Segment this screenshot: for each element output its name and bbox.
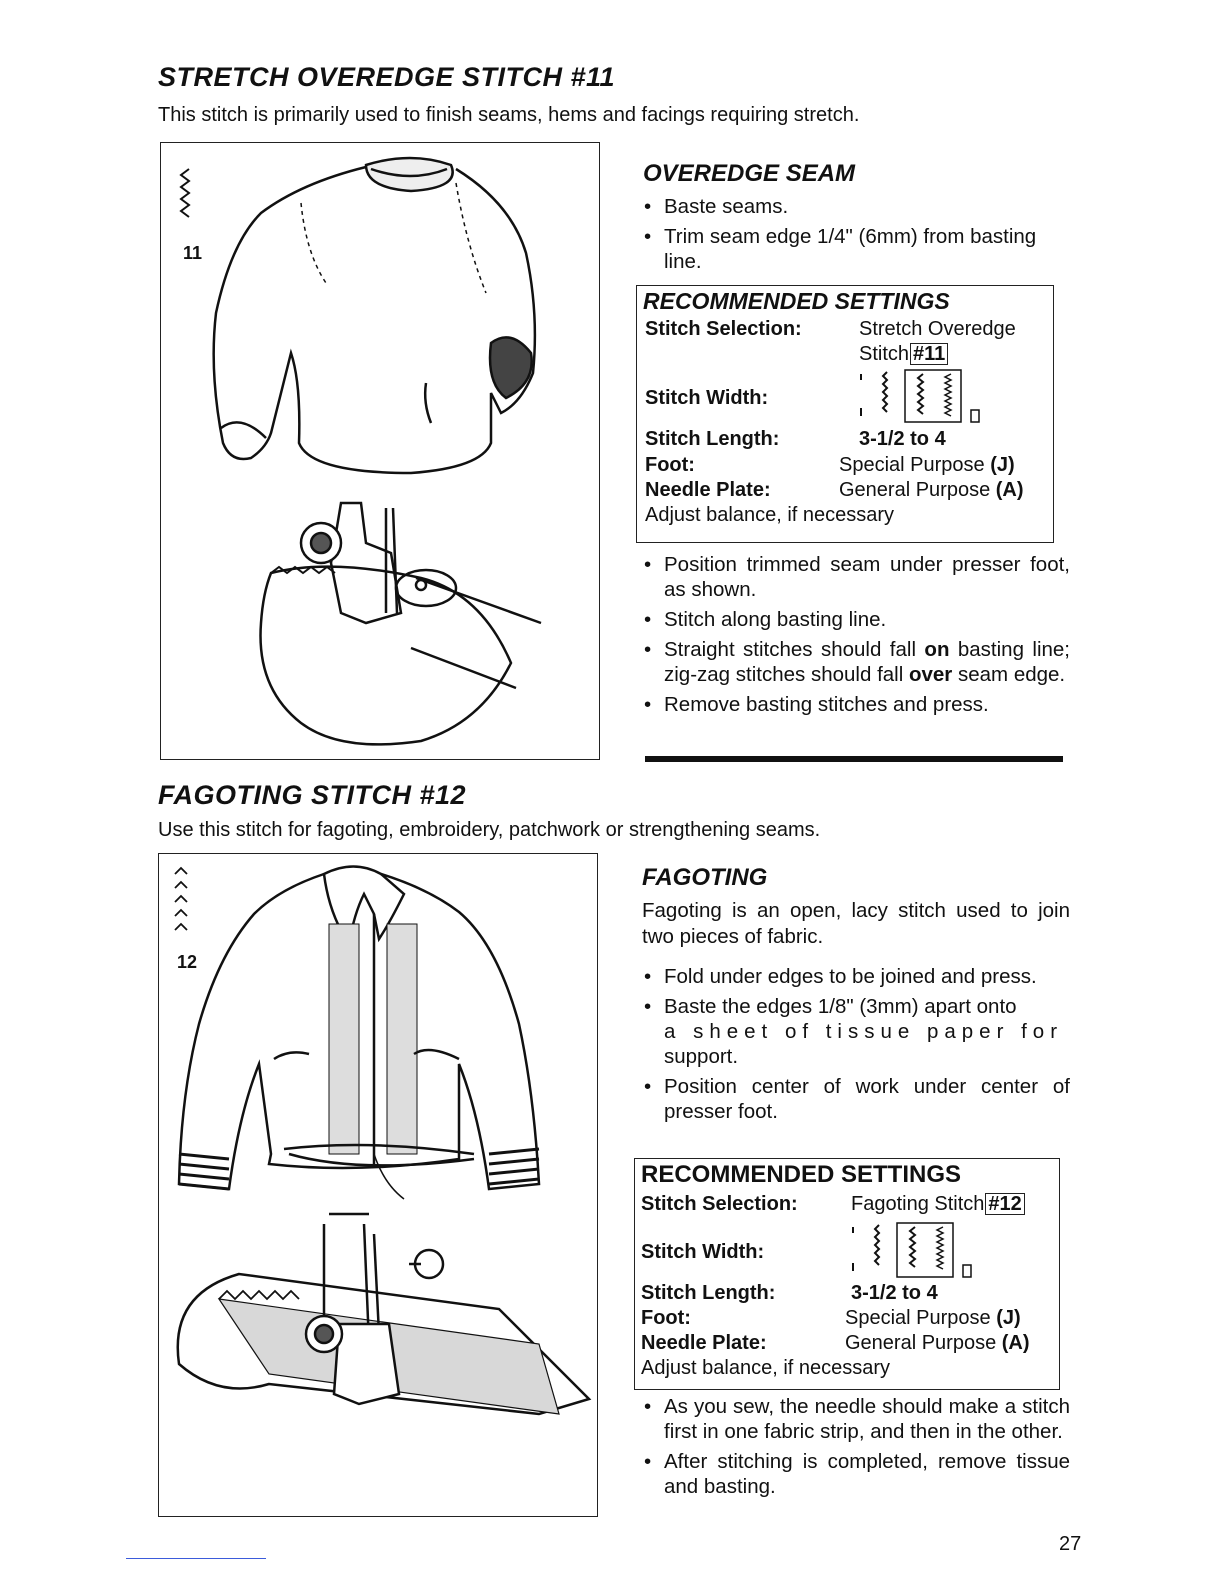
foot-code: (J) bbox=[990, 454, 1015, 476]
stitch-word: Stitch bbox=[859, 343, 910, 365]
fagoting-stitch-symbol-icon bbox=[175, 868, 187, 930]
stitch-selection-label: Stitch Selection: bbox=[645, 318, 802, 340]
plate-value-text: General Purpose bbox=[839, 479, 991, 501]
list-item: • Position center of work under center of presser foot. bbox=[640, 1074, 1070, 1124]
stitch-length-label: Stitch Length: bbox=[641, 1282, 776, 1304]
overedge-recommended-settings bbox=[636, 285, 1054, 543]
fagoting-recommended-settings bbox=[634, 1158, 1060, 1390]
fagoting-presser-foot-icon bbox=[178, 1214, 589, 1414]
stitch-number-badge: #11 bbox=[910, 343, 948, 365]
section-intro-fagoting: Use this stitch for fagoting, embroidery, patchwork or strengthening seams. bbox=[158, 819, 821, 841]
list-item: • After stitching is completed, remove tissue and basting. bbox=[640, 1449, 1070, 1499]
list-item: • Fold under edges to be joined and press. bbox=[640, 964, 1070, 989]
stitch-length-value: 3-1/2 to 4 bbox=[851, 1282, 938, 1304]
stitch-width-dial-icon bbox=[849, 1221, 979, 1279]
figure-number-11: 11 bbox=[183, 243, 203, 263]
fagoting-steps-after bbox=[640, 1394, 1070, 1504]
list-item: • As you sew, the needle should make a stitch first in one fabric strip, and then in the other. bbox=[640, 1394, 1070, 1444]
presser-foot-icon bbox=[261, 503, 542, 744]
foot-value-text: Special Purpose bbox=[845, 1307, 991, 1329]
section-divider bbox=[645, 756, 1063, 762]
plate-value-text: General Purpose bbox=[845, 1332, 997, 1354]
foot-label: Foot: bbox=[641, 1307, 691, 1329]
bold-over: over bbox=[908, 663, 953, 686]
stitch-width-label: Stitch Width: bbox=[645, 387, 769, 409]
overedge-stitch-symbol-icon bbox=[181, 169, 189, 217]
settings-note: Adjust balance, if necessary bbox=[645, 504, 895, 526]
fagoting-figure bbox=[158, 853, 598, 1517]
settings-note: Adjust balance, if necessary bbox=[641, 1357, 891, 1379]
plate-label: Needle Plate: bbox=[645, 479, 771, 501]
stitch-selection-value bbox=[851, 1193, 1025, 1216]
text-part: support. bbox=[664, 1045, 739, 1068]
overedge-illustration bbox=[161, 143, 599, 759]
stitch-length-label: Stitch Length: bbox=[645, 428, 780, 450]
fagoting-heading: FAGOTING bbox=[642, 864, 768, 891]
list-item: • Trim seam edge 1/4" (6mm) from basting line. bbox=[640, 224, 1072, 274]
overedge-seam-heading: OVEREDGE SEAM bbox=[643, 160, 856, 187]
figure-number-12: 12 bbox=[177, 952, 198, 972]
foot-value-text: Special Purpose bbox=[839, 454, 985, 476]
fagoting-illustration bbox=[159, 854, 597, 1516]
sweater-icon bbox=[214, 158, 535, 473]
text-part: basting line; zig-zag stitches should fall bbox=[664, 638, 1071, 686]
stitch-selection-value-line2 bbox=[859, 343, 948, 366]
plate-value bbox=[845, 1332, 1030, 1355]
section-title-overedge: STRETCH OVEREDGE STITCH #11 bbox=[158, 62, 616, 92]
list-item: • Stitch along basting line. bbox=[640, 607, 1070, 632]
fagoting-steps-before bbox=[640, 964, 1070, 1129]
stitch-number-badge: #12 bbox=[985, 1193, 1024, 1215]
page-number: 27 bbox=[1059, 1533, 1082, 1555]
stitch-selection-value: Stretch Overedge bbox=[859, 318, 1016, 340]
section-intro-overedge: This stitch is primarily used to finish seams, hems and facings requiring stretch. bbox=[158, 104, 860, 126]
list-item bbox=[640, 994, 1070, 1069]
jacket-icon bbox=[179, 867, 539, 1200]
stitch-width-dial-icon bbox=[857, 368, 987, 424]
list-item bbox=[640, 637, 1070, 687]
plate-value bbox=[839, 479, 1024, 502]
settings-title: RECOMMENDED SETTINGS bbox=[641, 1161, 962, 1188]
overedge-steps-before bbox=[640, 194, 1072, 279]
fagoting-description: Fagoting is an open, lacy stitch used to join two pieces of fabric. bbox=[642, 899, 1070, 948]
list-item: • Remove basting stitches and press. bbox=[640, 692, 1070, 717]
list-item: • Baste seams. bbox=[640, 194, 1072, 219]
text-part: a sheet of tissue paper for bbox=[664, 1020, 1064, 1043]
overedge-steps-after bbox=[640, 552, 1070, 722]
plate-code: (A) bbox=[1001, 1332, 1030, 1354]
foot-value bbox=[839, 454, 1015, 477]
section-title-fagoting: FAGOTING STITCH #12 bbox=[158, 780, 467, 810]
stitch-width-label: Stitch Width: bbox=[641, 1241, 765, 1263]
foot-label: Foot: bbox=[645, 454, 695, 476]
bold-on: on bbox=[924, 638, 950, 661]
settings-title: RECOMMENDED SETTINGS bbox=[643, 288, 950, 314]
foot-value bbox=[845, 1307, 1021, 1330]
text-part: Baste the edges 1/8" (3mm) apart onto bbox=[664, 995, 1017, 1018]
stitch-selection-label: Stitch Selection: bbox=[641, 1193, 798, 1215]
plate-label: Needle Plate: bbox=[641, 1332, 767, 1354]
foot-code: (J) bbox=[996, 1307, 1021, 1329]
stitch-length-value: 3-1/2 to 4 bbox=[859, 428, 946, 450]
text-part: seam edge. bbox=[952, 663, 1066, 686]
stitch-word: Fagoting Stitch bbox=[851, 1193, 985, 1215]
plate-code: (A) bbox=[995, 479, 1024, 501]
list-item: • Position trimmed seam under presser foot, as shown. bbox=[640, 552, 1070, 602]
text-part: Straight stitches should fall bbox=[664, 638, 925, 661]
overedge-figure bbox=[160, 142, 600, 760]
footer-rule bbox=[126, 1558, 266, 1559]
